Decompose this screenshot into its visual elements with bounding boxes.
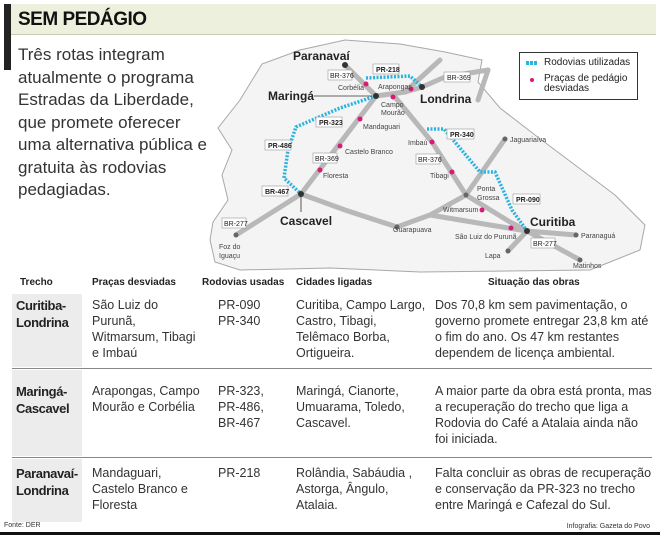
route-line-icon: [526, 61, 538, 65]
city-label: Castelo Branco: [345, 149, 393, 156]
pracas-cell: Arapongas, Campo Mourão e Corbélia: [92, 384, 200, 414]
col-header-trecho: Trecho: [20, 277, 53, 288]
road-label: PR-340: [450, 132, 474, 139]
city-label: Witmarsum: [443, 207, 479, 214]
road-label: PR-090: [516, 197, 540, 204]
col-header-cidades: Cidades ligadas: [296, 277, 373, 288]
city-label: Londrina: [420, 92, 472, 106]
city-label: Arapongas: [378, 84, 412, 91]
legend-routes: Rodovias utilizadas: [544, 57, 631, 68]
city-label: Maringá: [268, 89, 315, 103]
city-label: São Luiz do Purunã: [455, 234, 517, 241]
rodovia: PR-486,: [218, 400, 264, 414]
situacao-cell: Dos 70,8 km sem pavimentação, o governo promete entregar 23,8 km até o fim do ano. Os 47 km restantes dependem de licença ambiental.: [435, 298, 649, 360]
city-label: Foz do: [219, 244, 241, 251]
toll-dot-icon: [530, 78, 534, 82]
city-label: Grossa: [477, 195, 500, 202]
footer-rule: [0, 532, 660, 535]
map-legend: [519, 52, 638, 100]
road-label: BR-467: [265, 189, 290, 196]
city-label: Matinhos: [573, 263, 602, 270]
city-label: Iguaçu: [219, 253, 241, 260]
road-label: BR-277: [224, 221, 248, 228]
road-label: BR-369: [447, 75, 471, 82]
city-label: Ponta: [477, 186, 496, 193]
page-title: SEM PEDÁGIO: [18, 9, 147, 30]
city-label: Cascavel: [280, 214, 333, 228]
rodovia: PR-323,: [218, 384, 264, 398]
trecho-line: Cascavel: [16, 401, 70, 416]
rodovia: PR-090: [218, 298, 261, 312]
city-label: Curitiba: [530, 215, 576, 229]
trecho-line: Londrina: [16, 483, 69, 498]
road-label: BR-376: [330, 73, 354, 80]
col-header-rodovias: Rodovias usadas: [202, 277, 285, 288]
city-label: Tibagi: [430, 173, 449, 180]
city-label: Campo: [381, 102, 404, 109]
city-label: Mandaguari: [363, 124, 400, 131]
city-label: Paranavaí: [293, 49, 350, 63]
row-divider: [12, 368, 652, 369]
trecho-line: Curitiba-: [16, 298, 66, 313]
pracas-cell: Mandaguari, Castelo Branco e Floresta: [92, 466, 188, 512]
road-label: PR-486: [268, 143, 292, 150]
trecho-line: Londrina: [16, 315, 69, 330]
col-header-pracas: Praças desviadas: [92, 277, 176, 288]
road-label: BR-376: [418, 157, 442, 164]
road-label: PR-218: [376, 67, 400, 74]
city-label: Corbélia: [338, 85, 365, 92]
road-label: BR-369: [315, 156, 339, 163]
city-label: Imbaú: [408, 140, 428, 147]
col-header-situacao: Situação das obras: [488, 277, 580, 288]
city-label: Guarapuava: [393, 227, 432, 234]
source-note: Fonte: DER: [4, 522, 41, 529]
situacao-cell: Falta concluir as obras de recuperação e conservação da PR-323 no trecho entre Maringá e Cafezal do Sul.: [435, 466, 652, 512]
city-label: Jaguariaíva: [510, 137, 547, 144]
situacao-cell: A maior parte da obra está pronta, mas a recuperação do trecho que liga a Rodovia do Café a Atalaia ainda não foi iniciada.: [435, 384, 652, 446]
rodovia: PR-218: [218, 466, 261, 480]
pracas-cell: São Luiz do Purunã, Witmarsum, Tibagi e Imbaú: [92, 298, 196, 360]
road-label: BR-277: [533, 241, 557, 248]
cidades-cell: Maringá, Cianorte, Umuarama, Toledo, Cascavel.: [296, 384, 405, 430]
rodovia: BR-467: [218, 416, 261, 430]
rodovia: PR-340: [218, 314, 261, 328]
legend-tolls: Praças de pedágio desviadas: [544, 73, 628, 94]
trecho-line: Maringá-: [16, 384, 67, 399]
credit-note: Infografia: Gazeta do Povo: [566, 523, 650, 530]
city-label: Floresta: [323, 173, 349, 180]
trecho-line: Paranavaí-: [16, 466, 78, 481]
cidades-cell: Rolândia, Sabáudia , Astorga, Ângulo, Atalaia.: [296, 466, 413, 512]
city-label: Mourão: [381, 110, 405, 117]
road-label: PR-323: [319, 120, 343, 127]
city-label: Paranaguá: [581, 233, 616, 240]
city-label: Lapa: [485, 253, 501, 260]
cidades-cell: Curitiba, Campo Largo, Castro, Tibagi, Telêmaco Borba, Ortigueira.: [296, 298, 426, 360]
row-divider: [12, 457, 652, 458]
intro-text: Três rotas integram atualmente o programa Estradas da Liberdade, que promete oferecer uma alternativa pública e gratuita às rodovias pedagiadas.: [18, 45, 208, 199]
